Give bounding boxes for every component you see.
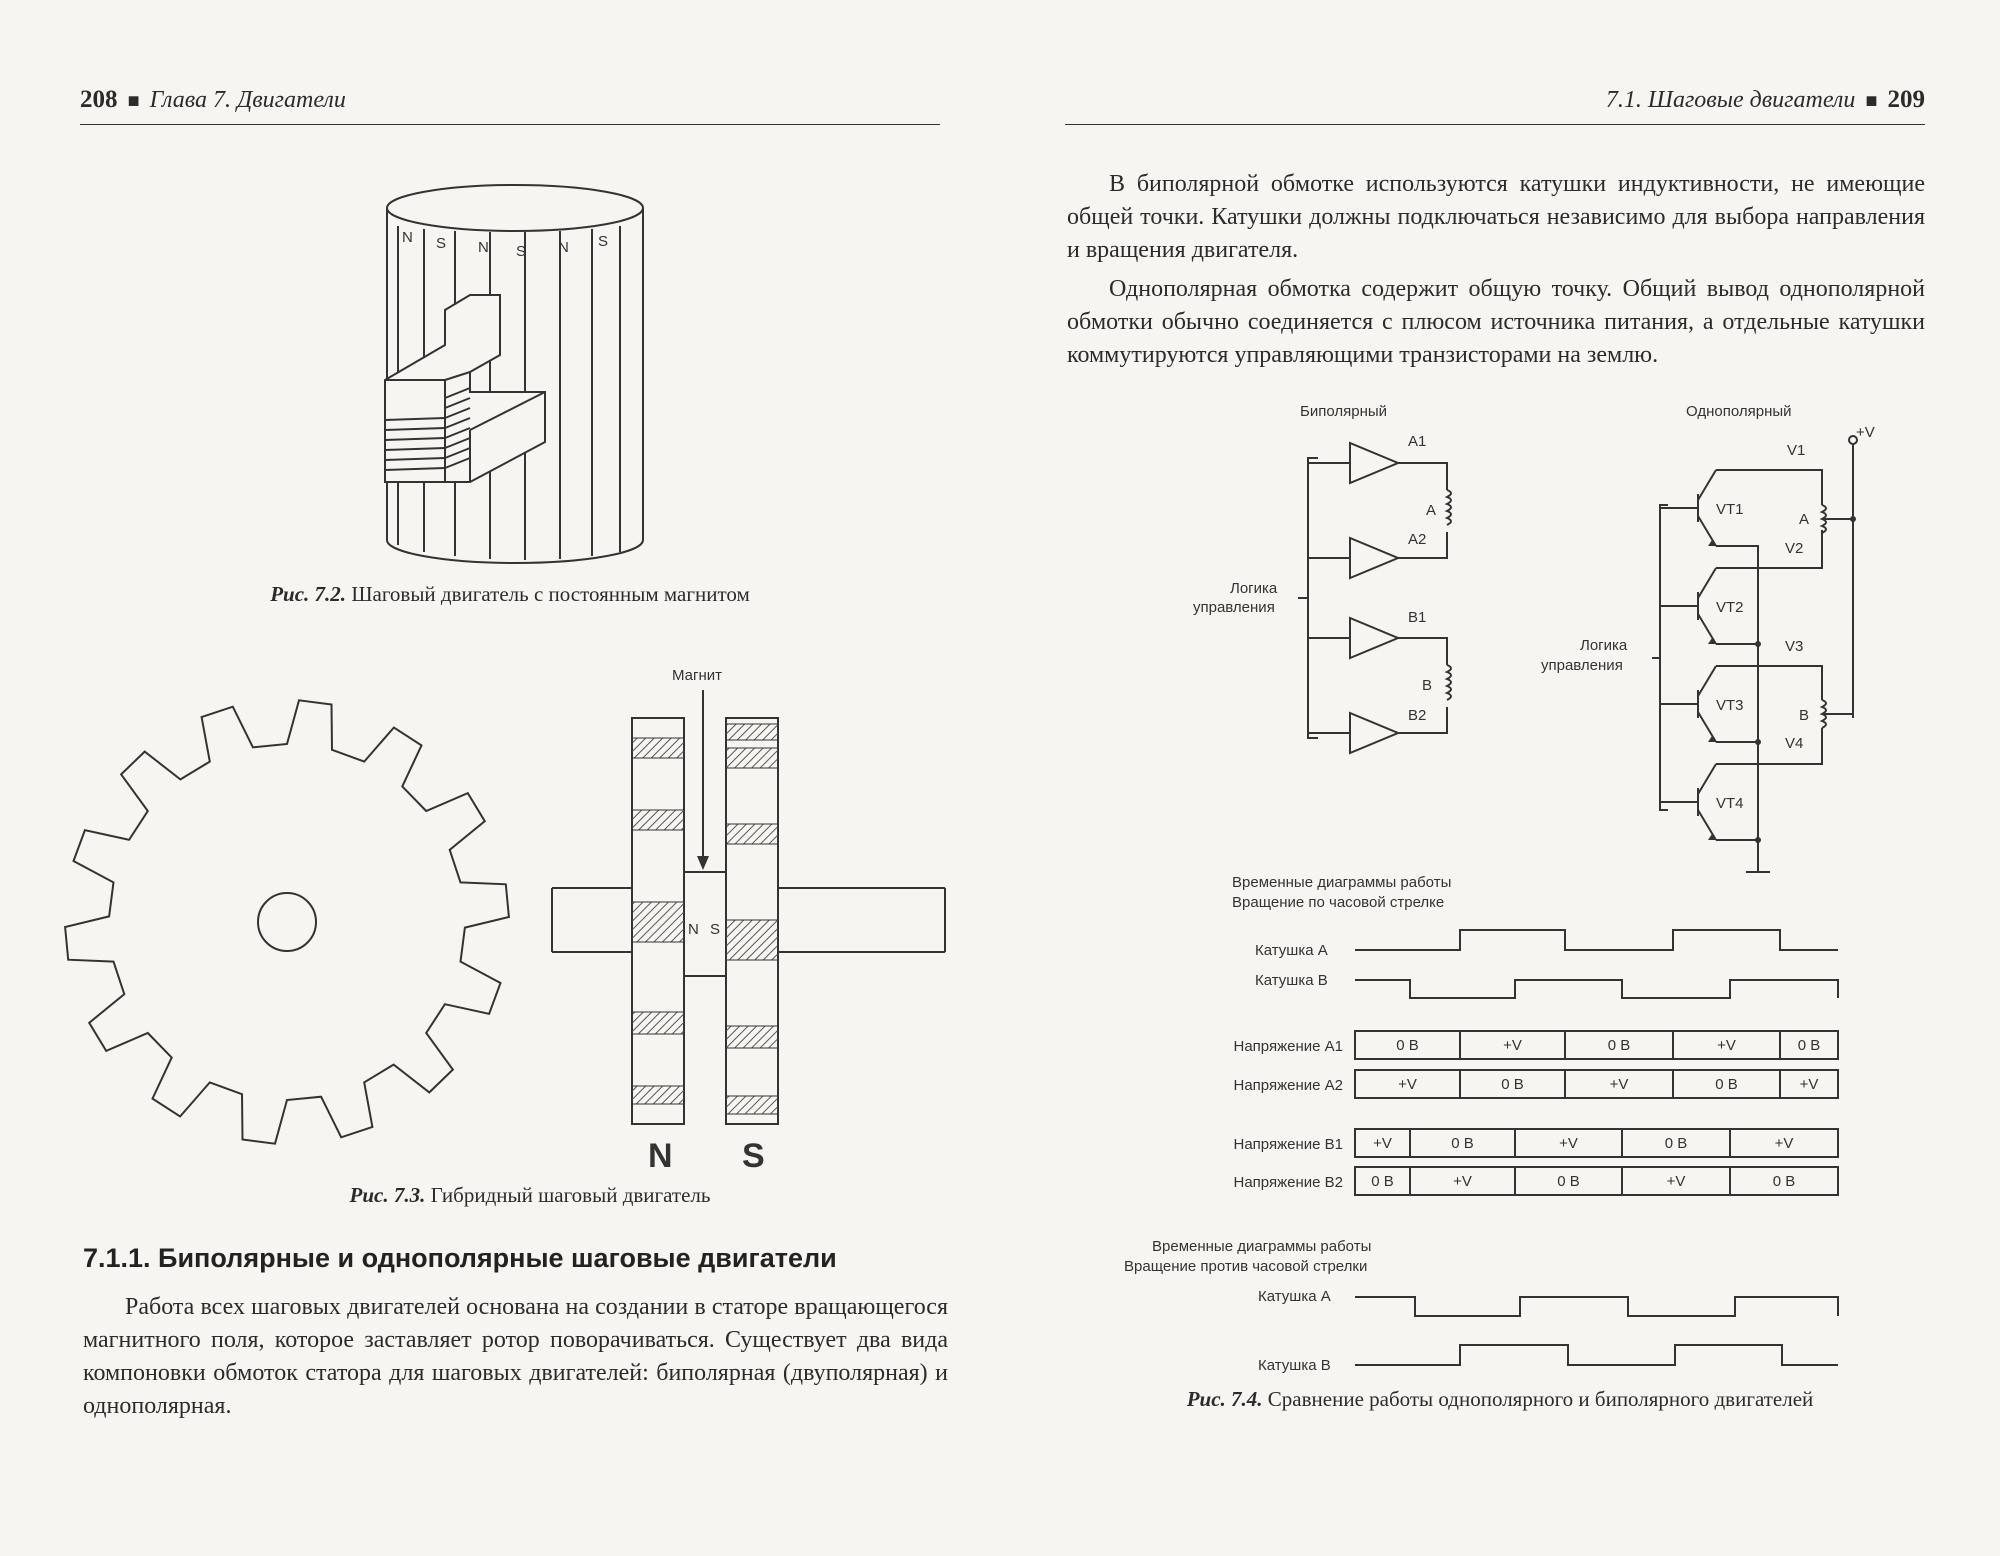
magnet-label: Магнит [672,667,723,684]
voltage-row-label: Напряжение A2 [1233,1077,1343,1094]
voltage-cell: +V [1398,1076,1417,1093]
pole-label: S [516,243,527,260]
voltage-cell: 0 В [1797,1037,1821,1054]
caption-number: Рис. 7.4. [1186,1387,1263,1411]
paragraph: Однополярная обмотка содержит общую точку. Общий вывод однополярной обмотки обычно соединяется с плюсом источника питания, а отдельные катушки коммутируются управляющими транзисторами на землю. [1067,276,1925,368]
supply-label: +V [1856,424,1875,441]
voltage-cell: 0 В [1371,1173,1394,1190]
v4-label: V4 [1785,735,1804,752]
north-label: N [648,1137,673,1175]
voltage-cell: +V [1503,1037,1522,1054]
caption-text: Гибридный шаговый двигатель [425,1183,711,1207]
voltage-row-frame [1355,1129,1838,1157]
voltage-cell: 0 В [1772,1173,1796,1190]
voltage-cell: +V [1373,1135,1392,1152]
caption-text: Шаговый двигатель с постоянным магнитом [346,582,750,606]
voltage-cell: 0 В [1451,1135,1474,1152]
voltage-row-label: Напряжение B1 [1233,1136,1343,1153]
pole-label: N [558,239,569,256]
voltage-cell: +V [1666,1173,1686,1190]
coil-a-label: A [1799,511,1810,528]
section-title: 7.1.1. Биполярные и однополярные шаговые двигатели [83,1243,837,1273]
logic-label: Логика [1230,580,1278,597]
bipolar-title: Биполярный [1300,403,1388,420]
coil-b-label: Катушка В [1255,972,1328,989]
a2-label: A2 [1408,531,1427,548]
caption-number: Рис. 7.2. [270,582,347,606]
v2-label: V2 [1785,540,1804,557]
fig-7-3-caption [300,1183,760,1208]
timing-ccw-title: Временные диаграммы работы [1152,1238,1372,1255]
logic-label: управления [1193,599,1275,616]
a1-label: A1 [1408,433,1427,450]
voltage-cell: 0 В [1501,1076,1524,1093]
logic-label: управления [1541,657,1623,674]
fig-7-3-hybrid-motor [0,0,1000,1200]
timing-cw-title: Временные диаграммы работы [1232,874,1452,891]
voltage-row-label: Напряжение A1 [1233,1038,1343,1055]
coil-a-label: Катушка А [1255,942,1328,959]
voltage-cell: 0 В [1715,1076,1738,1093]
paragraph: Работа всех шаговых двигателей основана на создании в статоре вращающегося магнитного поля, которое заставляет ротор поворачиваться. Существует два вида компоновки обмоток статора для шаговых двигателей: биполярная (двуполярная) и однополярная. [83,1294,948,1419]
vt1-label: VT1 [1716,501,1744,518]
page-number: 209 [1887,86,1925,113]
gear-hole [258,893,316,951]
south-label: S [742,1137,765,1175]
voltage-cell: +V [1799,1076,1819,1093]
voltage-row-label: Напряжение B2 [1233,1174,1343,1191]
voltage-table [1234,1031,1839,1195]
coil-b-label: Катушка В [1258,1357,1331,1374]
voltage-cell: +V [1453,1173,1472,1190]
fig-7-4-caption [1100,1387,1900,1412]
pole-label: N [402,229,413,246]
voltage-cell: 0 В [1396,1037,1419,1054]
rotor-n-label: N [688,921,699,938]
voltage-cell: +V [1559,1135,1578,1152]
header-bullet: ■ [127,90,140,112]
left-body-text [83,1291,948,1423]
pole-label: N [478,239,489,256]
b1-label: B1 [1408,609,1427,626]
vt4-label: VT4 [1716,795,1744,812]
coil-a-label: Катушка А [1258,1288,1331,1305]
unipolar-title: Однополярный [1686,403,1792,420]
logic-label: Логика [1580,637,1628,654]
rotor-s-label: S [710,921,721,938]
timing-ccw-subtitle: Вращение против часовой стрелки [1124,1258,1368,1275]
timing-cw-subtitle: Вращение по часовой стрелке [1232,894,1445,911]
pole-label: S [436,235,447,252]
v1-label: V1 [1787,442,1806,459]
voltage-cell: +V [1774,1135,1794,1152]
caption-number: Рис. 7.3. [349,1183,426,1207]
page-number: 208 [80,86,118,113]
voltage-row-frame [1355,1167,1838,1195]
chapter-title: Глава 7. Двигатели [149,87,346,113]
voltage-row-frame [1355,1070,1838,1098]
voltage-row-frame [1355,1031,1838,1059]
gear-outline [65,700,509,1143]
v3-label: V3 [1785,638,1804,655]
chapter-title: 7.1. Шаговые двигатели [1605,87,1856,113]
voltage-cell: +V [1609,1076,1629,1093]
right-page [1000,0,2000,1556]
vt3-label: VT3 [1716,697,1744,714]
voltage-cell: 0 В [1664,1135,1688,1152]
fig-7-4-timing [1000,0,2000,1556]
voltage-cell: 0 В [1557,1173,1580,1190]
voltage-cell: 0 В [1607,1037,1631,1054]
pole-label: S [598,233,609,250]
vt2-label: VT2 [1716,599,1744,616]
header-bullet: ■ [1865,90,1878,112]
paragraph: В биполярной обмотке используются катушки индуктивности, не имеющие общей точки. Катушки должны подключаться независимо для выбора направления и вращения двигателя. [1067,171,1925,263]
coil-b-label: B [1422,677,1433,694]
coil-a-label: A [1426,502,1437,519]
coil-b-label: B [1799,707,1810,724]
b2-label: B2 [1408,707,1427,724]
caption-text: Сравнение работы однополярного и биполярного двигателей [1262,1387,1814,1411]
voltage-cell: +V [1717,1037,1736,1054]
